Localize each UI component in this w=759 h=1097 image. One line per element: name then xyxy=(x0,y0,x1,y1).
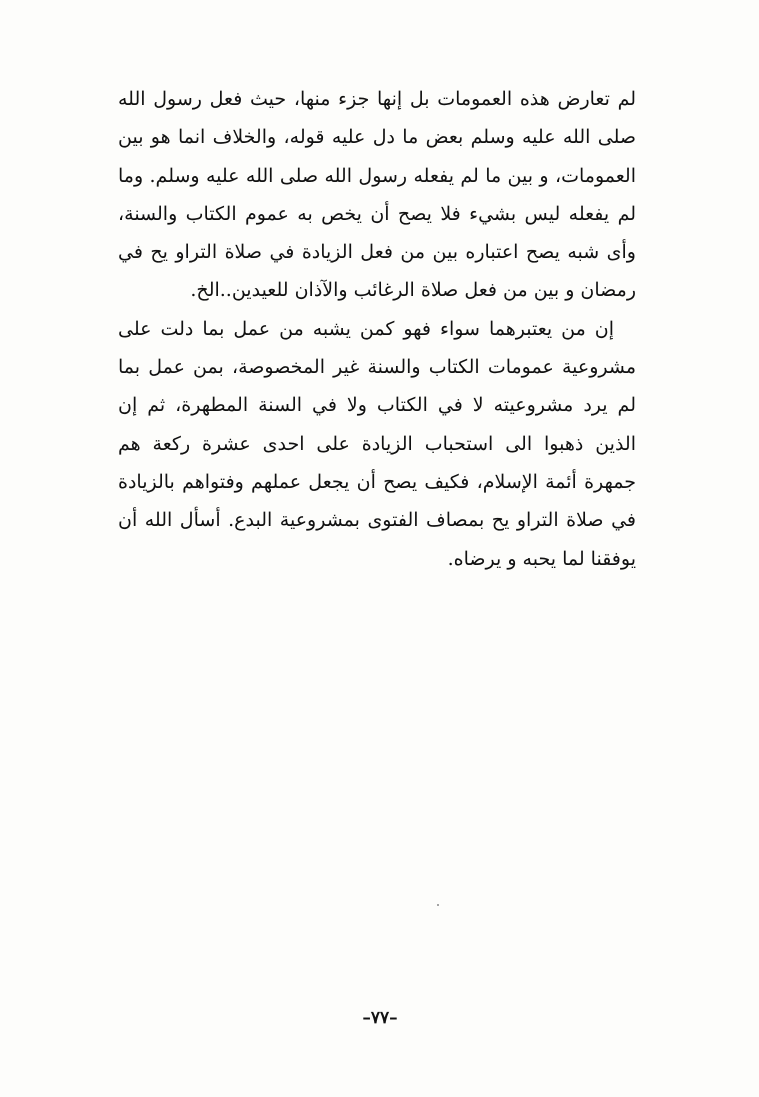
page-number: –٧٧– xyxy=(362,1008,398,1028)
scan-speck xyxy=(437,904,439,906)
body-text xyxy=(118,80,636,578)
paragraph-1: لم تعارض هذه العمومات بل إنها جزء منها، حيث فعل رسول الله صلى الله عليه وسلم بعض ما دل عليه قوله، والخلاف انما هو بين العمومات، و بين ما لم يفعله رسول الله صلى الله عليه وسلم. وما لم يفعله ليس بشيء فلا يصح أن يخص به عموم الكتاب والسنة، وأى شبه يصح اعتباره بين من فعل الزيادة في صلاة التراو يح في رمضان و بين من فعل صلاة الرغائب والآذان للعيدين..الخ. xyxy=(118,88,636,302)
paragraph-2: إن من يعتبرهما سواء فهو كمن يشبه من عمل بما دلت على مشروعية عمومات الكتاب والسنة غير المخصوصة، بمن عمل بما لم يرد مشروعيته لا في الكتاب ولا في السنة المطهرة، ثم إن الذين ذهبوا الى استحباب الزيادة على احدى عشرة ركعة هم جمهرة أئمة الإسلام، فكيف يصح أن يجعل عملهم وفتواهم بالزيادة في صلاة التراو يح بمصاف الفتوى بمشروعية البدع. أسأل الله أن يوفقنا لما يحبه و يرضاه. xyxy=(118,317,636,570)
